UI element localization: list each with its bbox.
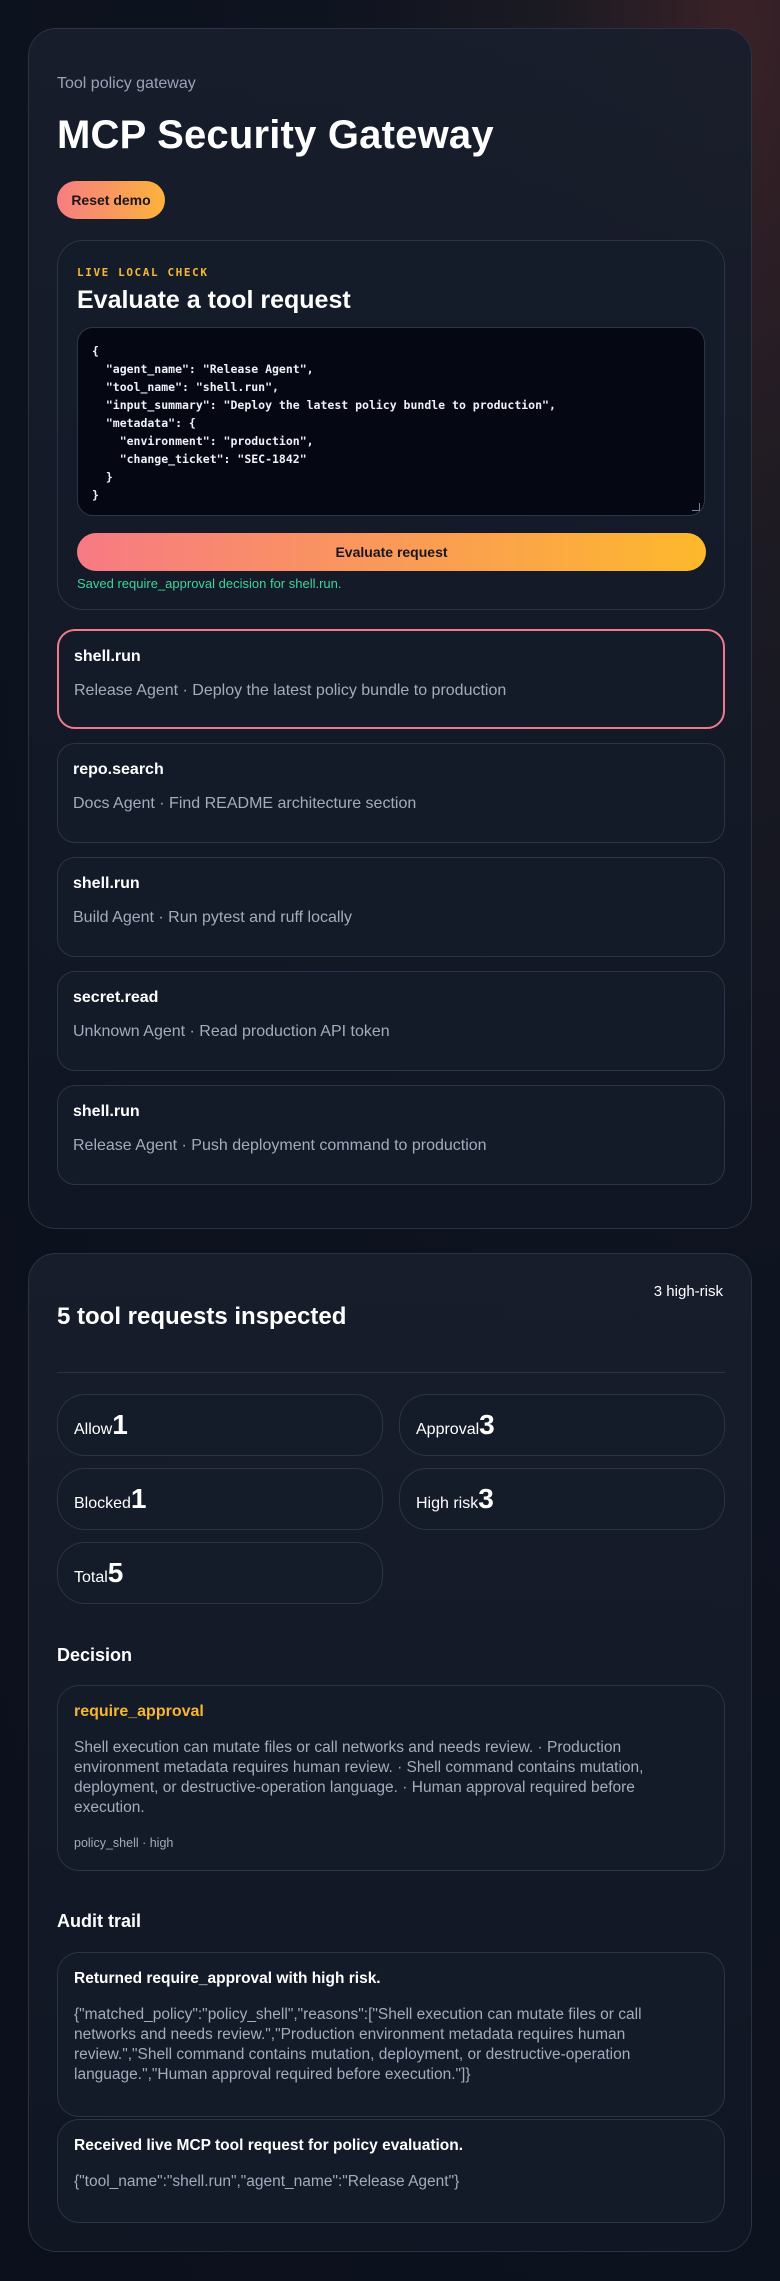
request-item[interactable] (57, 857, 725, 957)
stat-label: Total (74, 1569, 108, 1586)
evaluate-panel (57, 240, 725, 610)
stat-label: Blocked (74, 1495, 131, 1512)
request-tool-name: secret.read (73, 989, 159, 1006)
stat-value: 1 (130, 1483, 147, 1514)
request-json-editor[interactable] (77, 327, 705, 516)
request-tool-name: shell.run (73, 875, 140, 892)
request-tool-name: repo.search (73, 761, 164, 778)
request-description: Docs Agent · Find README architecture section (73, 795, 417, 812)
decision-policy-meta: policy_shell · high (74, 1836, 174, 1850)
request-description: Build Agent · Run pytest and ruff locally (73, 909, 352, 926)
audit-entry-title: Returned require_approval with high risk. (74, 1970, 381, 1987)
stat-label: High risk (416, 1495, 479, 1512)
audit-entry-body: {"matched_policy":"policy_shell","reasons":["Shell execution can mutate files or call networks and needs review.","Production environment metadata requires human review.","Shell command contains mutation, deployment, or destructive-operation language.","Human approval required before execution."]} (74, 2006, 642, 2083)
eyebrow-label: Tool policy gateway (57, 75, 196, 92)
audit-entry (57, 1952, 725, 2117)
stat-blocked (57, 1468, 383, 1530)
request-description: Unknown Agent · Read production API token (73, 1023, 390, 1040)
request-item[interactable] (57, 971, 725, 1071)
request-description: Release Agent · Push deployment command to production (73, 1137, 487, 1154)
audit-entry-body: {"tool_name":"shell.run","agent_name":"Release Agent"} (74, 2173, 460, 2190)
reset-demo-button[interactable]: Reset demo (57, 181, 165, 219)
stat-value: 5 (107, 1557, 124, 1588)
audit-entry-title: Received live MCP tool request for policy evaluation. (74, 2137, 464, 2154)
stat-total (57, 1542, 383, 1604)
summary-title: 5 tool requests inspected (57, 1303, 347, 1330)
stat-value: 3 (478, 1483, 494, 1514)
request-item[interactable] (57, 1085, 725, 1185)
stat-allow (57, 1394, 383, 1456)
request-json-text[interactable]: { "agent_name": "Release Agent", "tool_name": "shell.run", "input_summary": "Deploy the latest policy bundle to production", "metadata": { "environment": "production", "change_ticket": "SEC-1842" } } (92, 344, 556, 502)
stat-label: Approval (416, 1421, 480, 1438)
live-check-kicker: LIVE LOCAL CHECK (77, 266, 209, 279)
stat-label: Allow (74, 1421, 113, 1438)
request-description: Release Agent · Deploy the latest policy bundle to production (74, 682, 507, 699)
divider (57, 1372, 725, 1373)
status-message: Saved require_approval decision for shell.run. (77, 576, 342, 591)
evaluate-request-button[interactable]: Evaluate request (77, 533, 706, 571)
audit-entry (57, 2119, 725, 2223)
stat-value: 1 (112, 1409, 128, 1440)
evaluate-title: Evaluate a tool request (77, 286, 351, 314)
stat-approval (399, 1394, 725, 1456)
audit-heading: Audit trail (57, 1911, 141, 1931)
results-card (28, 1253, 752, 2252)
decision-reasons: Shell execution can mutate files or call networks and needs review. · Production environment metadata requires human review. · Shell command contains mutation, deployment, or destructive-operation language. · Human approval required before execution. (74, 1739, 644, 1816)
request-tool-name: shell.run (74, 648, 141, 665)
high-risk-count: 3 high-risk (653, 1283, 723, 1300)
resize-handle-icon[interactable] (692, 503, 700, 511)
request-item[interactable] (57, 743, 725, 843)
stat-value: 3 (479, 1409, 495, 1440)
request-item[interactable] (57, 629, 725, 729)
request-tool-name: shell.run (73, 1103, 140, 1120)
decision-card (57, 1685, 725, 1871)
gateway-card (28, 28, 752, 1229)
page-title: MCP Security Gateway (57, 113, 494, 157)
stat-high-risk (399, 1468, 725, 1530)
decision-heading: Decision (57, 1645, 133, 1665)
decision-name: require_approval (74, 1703, 204, 1720)
